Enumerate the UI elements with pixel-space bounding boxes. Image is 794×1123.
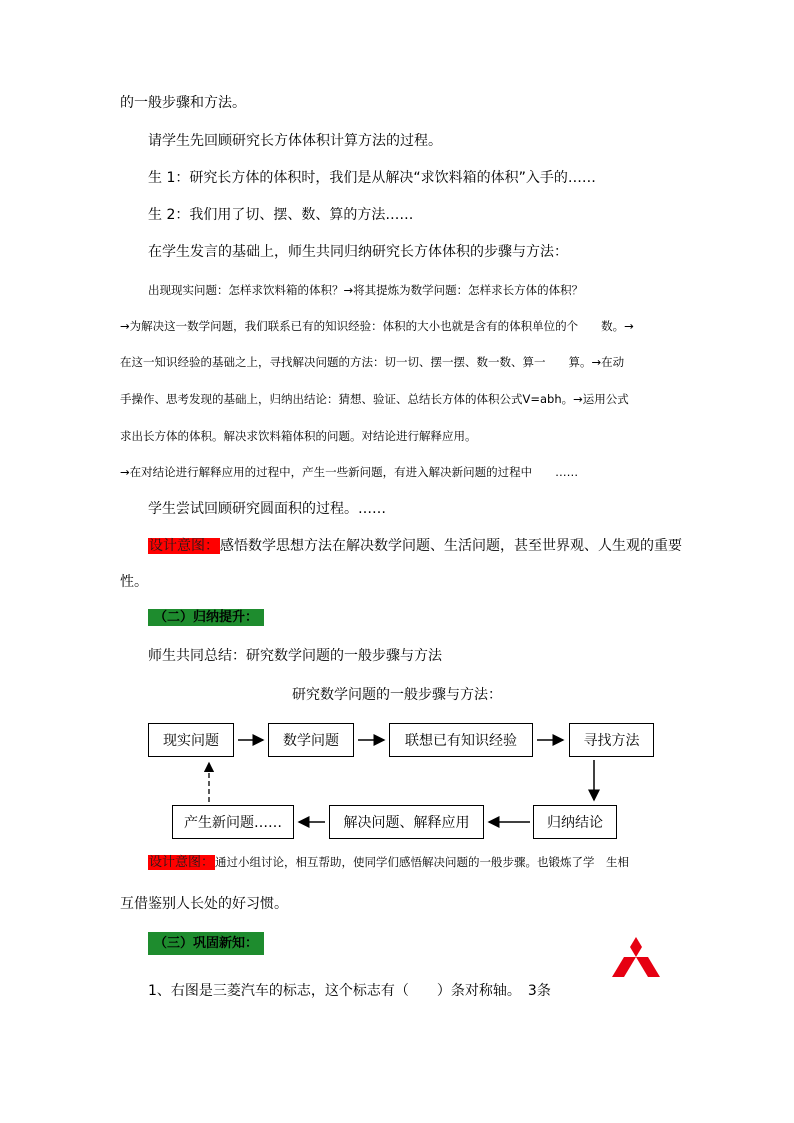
paragraph-student1: 生 1：研究长方体的体积时，我们是从解决“求饮料箱的体积”入手的…… — [148, 170, 596, 186]
paragraph-circle-review: 学生尝试回顾研究圆面积的过程。…… — [148, 501, 386, 517]
question-1: 1、右图是三菱汽车的标志，这个标志有（ ）条对称轴。 3条 — [148, 983, 551, 999]
paragraph-teacher-summary: 师生共同总结：研究数学问题的一般步骤与方法 — [148, 648, 442, 664]
section-label-3: （三）巩固新知： — [148, 932, 264, 955]
design-intent-text-2: 通过小组讨论，相互帮助，使同学们感悟解决问题的一般步骤。也锻炼了学 生相 — [215, 855, 630, 869]
steps-line-1: 出现现实问题：怎样求饮料箱的体积？→将其提炼为数学问题：怎样求长方体的体积？ — [148, 283, 584, 297]
box-conclude: 归纳结论 — [533, 805, 617, 839]
box-find-method: 寻找方法 — [569, 723, 654, 757]
box-math-problem: 数学问题 — [268, 723, 354, 757]
paragraph-student2: 生 2：我们用了切、摆、数、算的方法…… — [148, 207, 414, 223]
paragraph-summary-intro: 在学生发言的基础上，师生共同归纳研究长方体体积的步骤与方法： — [148, 244, 568, 260]
section-label: （二）归纳提升： — [148, 609, 264, 626]
design-intent-label-2: 设计意图： — [149, 855, 215, 870]
design-intent-label: 设计意图： — [149, 538, 219, 554]
steps-line-2: →为解决这一数学问题，我们联系已有的知识经验：体积的大小也就是含有的体积单位的个 数。→ — [120, 319, 634, 333]
box-real-problem: 现实问题 — [148, 723, 234, 757]
box-new-problem: 产生新问题…… — [172, 805, 294, 839]
steps-line-6: →在对结论进行解释应用的过程中，产生一些新问题，有进入解决新问题的过程中 …… — [120, 465, 579, 479]
design-intent-text: 感悟数学思想方法在解决数学问题、生活问题，甚至世界观、人生观的重要 — [220, 538, 682, 554]
steps-line-4: 手操作、思考发现的基础上，归纳出结论：猜想、验证、总结长方体的体积公式V=abh。→运用公式 — [120, 392, 629, 406]
design-intent-2-cont: 互借鉴别人长处的好习惯。 — [120, 896, 288, 912]
design-intent-2 — [148, 853, 629, 872]
design-intent-1-cont: 性。 — [120, 574, 148, 590]
paragraph-review-intro: 请学生先回顾研究长方体体积计算方法的过程。 — [148, 133, 442, 149]
diagram-title: 研究数学问题的一般步骤与方法： — [292, 687, 502, 703]
box-recall-knowledge: 联想已有知识经验 — [389, 723, 533, 757]
steps-line-3: 在这一知识经验的基础之上，寻找解决问题的方法：切一切、摆一摆、数一数、算一 算。→在动 — [120, 355, 625, 369]
box-solve-apply: 解决问题、解释应用 — [329, 805, 484, 839]
mitsubishi-logo — [612, 937, 660, 979]
section-heading-3 — [148, 934, 264, 953]
paragraph-continuation: 的一般步骤和方法。 — [120, 95, 246, 111]
steps-line-5: 求出长方体的体积。解决求饮料箱体积的问题。对结论进行解释应用。 — [120, 429, 477, 443]
